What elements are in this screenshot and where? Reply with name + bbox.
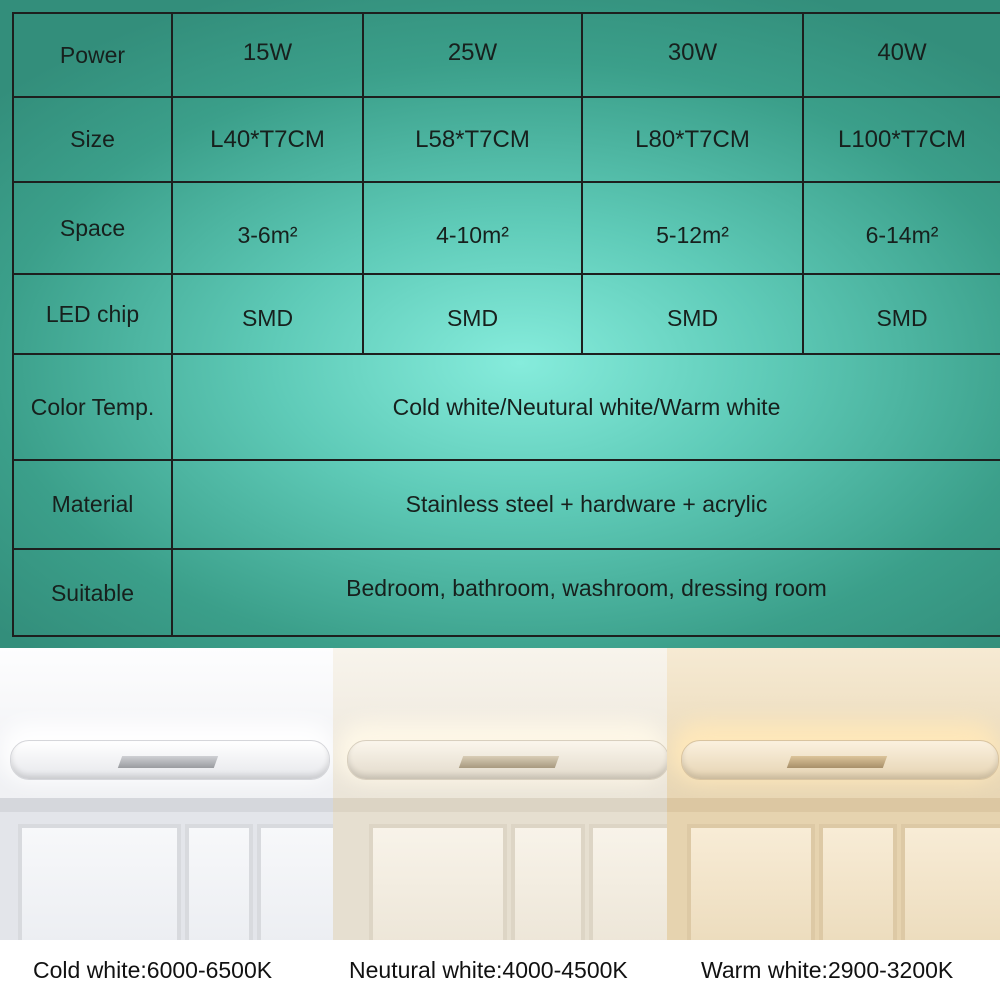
row-label-suitable: Suitable xyxy=(50,580,135,606)
space-15w: 3-6m² xyxy=(237,221,298,248)
row-label-material: Material xyxy=(51,491,134,517)
caption-cold-white: Cold white:6000-6500K xyxy=(33,956,273,983)
row-label-size: Size xyxy=(70,126,115,152)
space-30w: 5-12m² xyxy=(656,221,729,248)
size-15w: L40*T7CM xyxy=(210,125,325,153)
suitable-value: Bedroom, bathroom, washroom, dressing room xyxy=(346,575,827,601)
lamp-bracket xyxy=(787,756,887,768)
warm-white-photo xyxy=(667,648,1000,940)
lamp-bracket xyxy=(118,756,218,768)
size-30w: L80*T7CM xyxy=(635,125,750,153)
led-chip-15w: SMD xyxy=(241,304,294,331)
color-temp-captions xyxy=(0,940,1000,1000)
neutral-white-photo xyxy=(333,648,667,940)
caption-neutral-white: Neutural white:4000-4500K xyxy=(349,956,628,983)
material-value: Stainless steel + hardware + acrylic xyxy=(405,491,768,517)
lamp-bracket xyxy=(459,756,559,768)
power-40w: 40W xyxy=(877,39,927,66)
led-chip-40w: SMD xyxy=(876,304,928,331)
row-label-led-chip: LED chip xyxy=(45,300,140,327)
row-label-color-temp: Color Temp. xyxy=(30,393,155,420)
led-chip-25w: SMD xyxy=(446,304,499,331)
window xyxy=(0,798,333,940)
power-30w: 30W xyxy=(667,39,718,66)
caption-warm-white: Warm white:2900-3200K xyxy=(701,956,954,983)
cold-white-photo xyxy=(0,648,333,940)
color-temp-value: Cold white/Neutural white/Warm white xyxy=(392,393,781,420)
led-chip-30w: SMD xyxy=(666,304,719,331)
window xyxy=(667,798,1000,940)
size-25w: L58*T7CM xyxy=(415,125,530,153)
space-25w: 4-10m² xyxy=(436,221,509,248)
lighting-photos xyxy=(0,648,1000,940)
window xyxy=(333,798,667,940)
power-15w: 15W xyxy=(242,39,293,66)
size-40w: L100*T7CM xyxy=(837,125,967,153)
row-label-power: Power xyxy=(59,41,126,68)
power-25w: 25W xyxy=(447,39,498,66)
space-40w: 6-14m² xyxy=(865,221,939,248)
row-label-space: Space xyxy=(59,214,126,241)
